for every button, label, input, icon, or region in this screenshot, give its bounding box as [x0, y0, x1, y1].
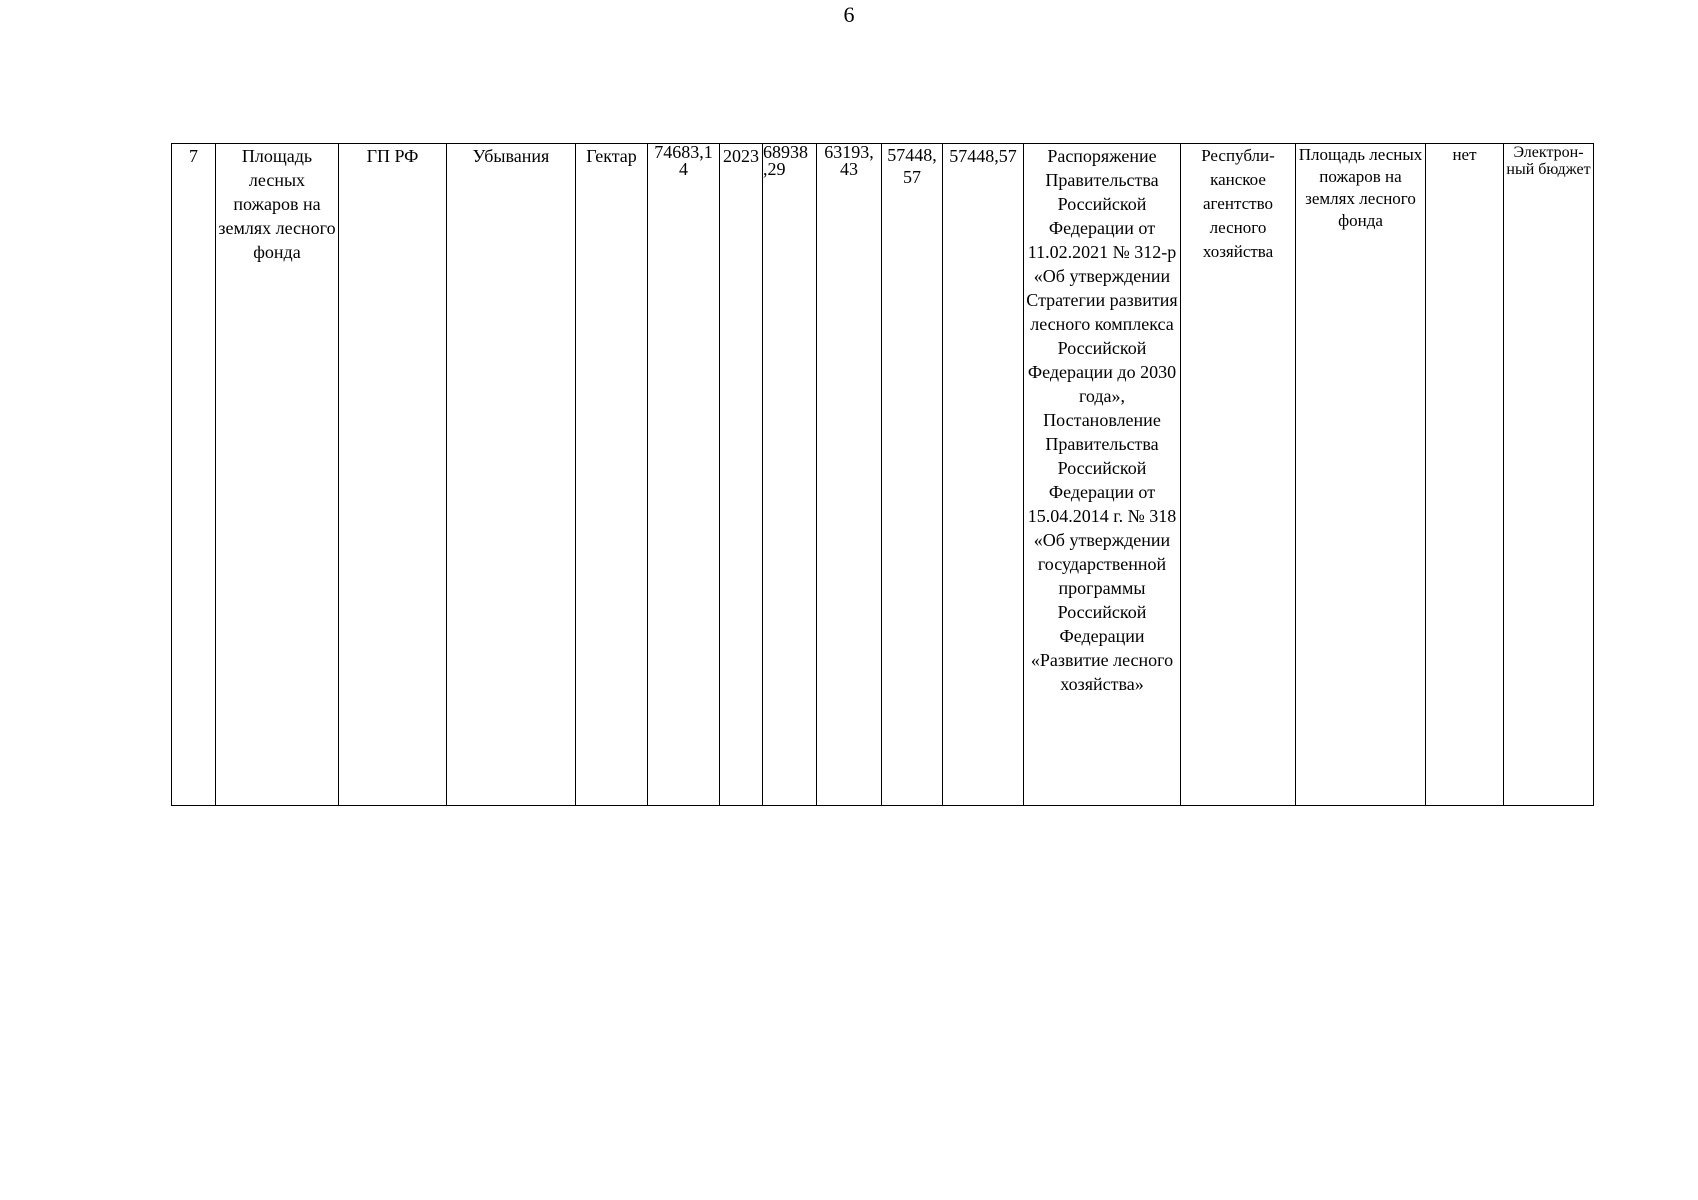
flag-cell: нет [1426, 144, 1504, 806]
value-4-cell: 57448,57 [943, 144, 1024, 806]
value-1-cell: 68938 ,29 [763, 144, 817, 806]
table-row [172, 144, 1594, 806]
direction-cell: Убывания [447, 144, 576, 806]
info-system-cell: Электрон- ный бюджет [1504, 144, 1594, 806]
page-number: 6 [843, 2, 855, 27]
responsible-cell: Республи- канское агентство лесного хозяйства [1181, 144, 1296, 806]
unit-cell: Гектар [576, 144, 648, 806]
indicators-table [171, 143, 1594, 806]
linked-indicator-cell: Площадь лесных пожаров на землях лесного фонда [1296, 144, 1426, 806]
value-3-cell: 57448, 57 [882, 144, 943, 806]
level-cell: ГП РФ [339, 144, 447, 806]
value-2-cell: 63193, 43 [817, 144, 882, 806]
base-year-cell: 2023 [720, 144, 763, 806]
document-cell: Распоряжение Правительства Российской Федерации от 11.02.2021 № 312-р «Об утверждении Стратегии развития лесного комплекса Российской Федерации до 2030 года», Постановление Правительства Российской Федерации от 15.04.2014 г. № 318 «Об утверждении государственной программы Российской Федерации «Развитие лесного хозяйства» [1024, 144, 1181, 806]
indicator-name-cell: Площадь лесных пожаров на землях лесного фонда [216, 144, 339, 806]
row-index-cell: 7 [172, 144, 216, 806]
base-value-cell: 74683,1 4 [648, 144, 720, 806]
